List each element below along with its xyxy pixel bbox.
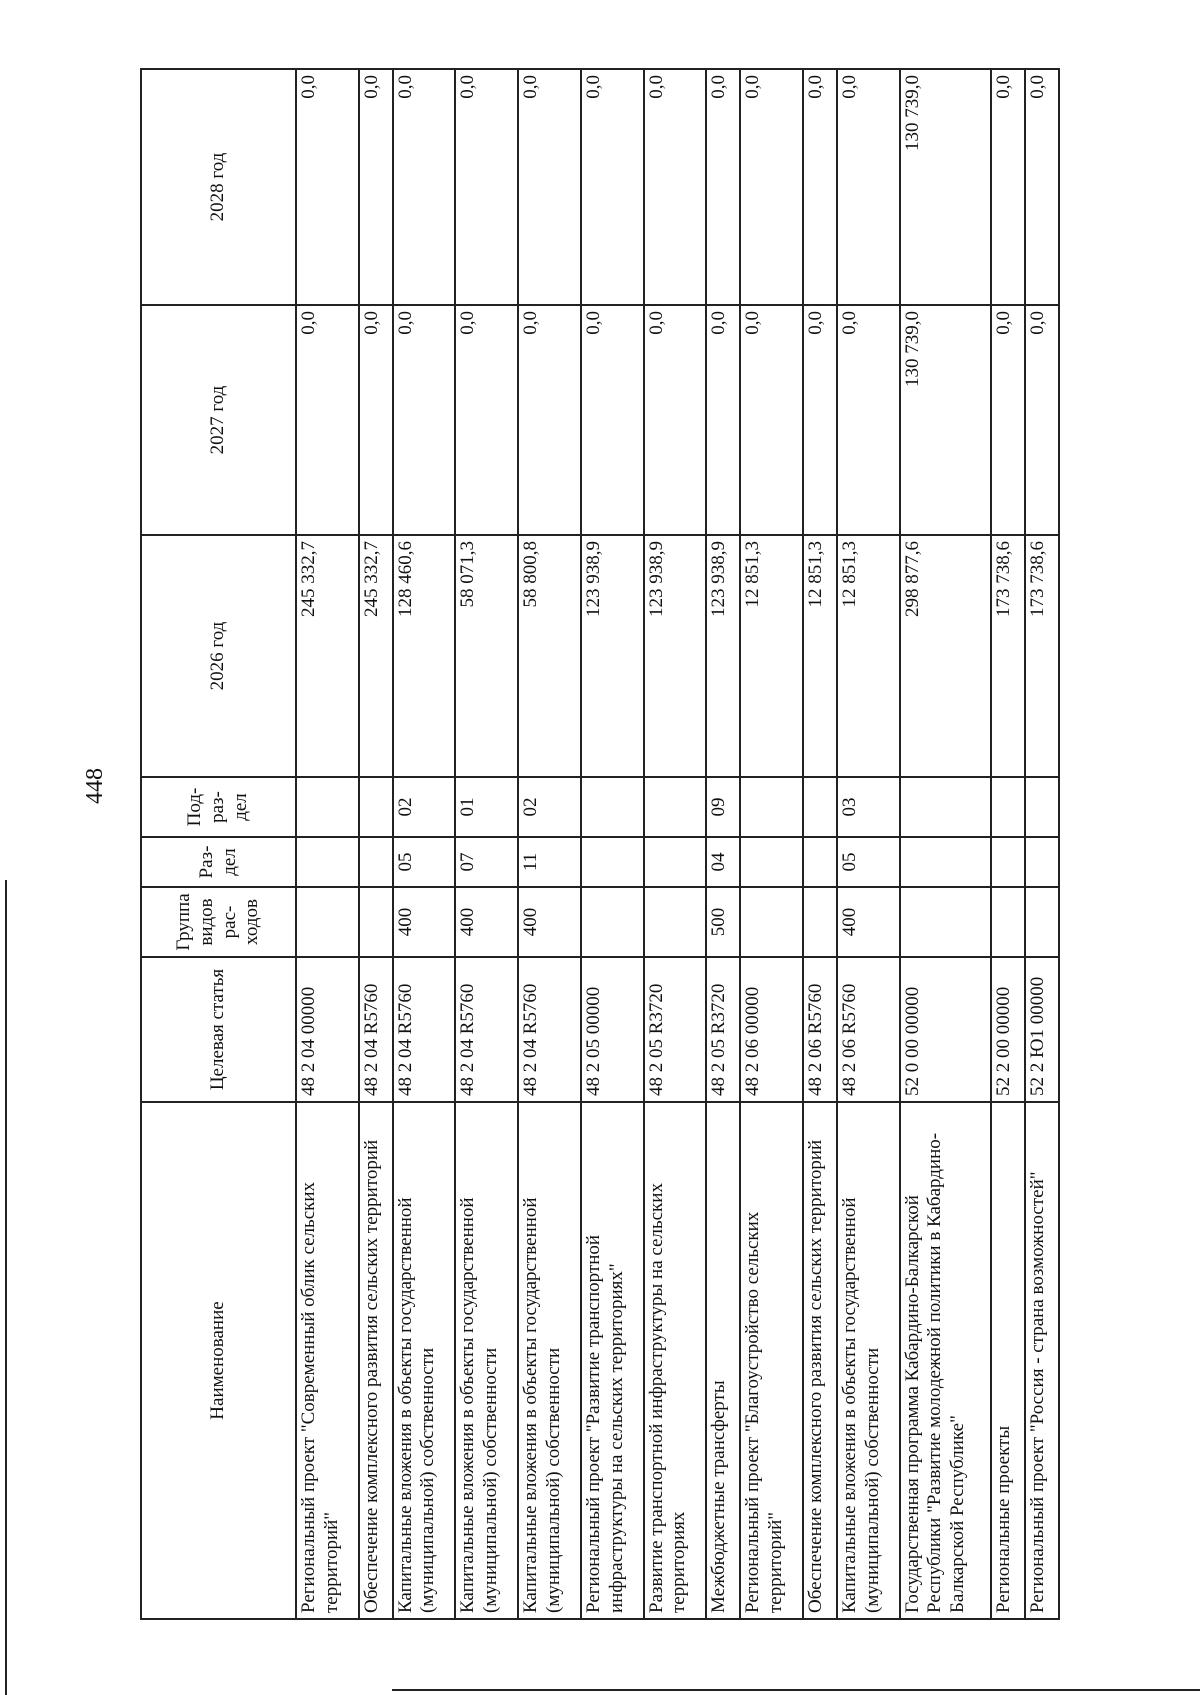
table-row — [1025, 69, 1059, 1619]
cell-2027: 0,0 — [296, 305, 359, 535]
cell-group: 400 — [455, 887, 518, 957]
cell-2026: 128 460,6 — [393, 535, 456, 777]
cell-2028: 0,0 — [359, 69, 393, 305]
cell-group: 400 — [837, 887, 900, 957]
cell-2027: 0,0 — [644, 305, 707, 535]
cell-group: 400 — [393, 887, 456, 957]
cell-section: 05 — [393, 837, 456, 887]
cell-subsection — [296, 777, 359, 837]
cell-2027: 0,0 — [803, 305, 837, 535]
cell-2026: 298 877,6 — [900, 535, 992, 777]
cell-2027: 0,0 — [518, 305, 581, 535]
cell-2028: 0,0 — [837, 69, 900, 305]
cell-2026: 58 800,8 — [518, 535, 581, 777]
cell-target: 52 2 00 00000 — [991, 957, 1025, 1102]
cell-subsection: 02 — [518, 777, 581, 837]
cell-name: Капитальные вложения в объекты государственной (муниципальной) собственности — [837, 1102, 900, 1619]
cell-group — [296, 887, 359, 957]
cell-target: 48 2 06 R5760 — [803, 957, 837, 1102]
cell-subsection: 03 — [837, 777, 900, 837]
cell-2027: 0,0 — [706, 305, 740, 535]
table-row — [991, 69, 1025, 1619]
table-row — [518, 69, 581, 1619]
cell-target: 48 2 05 00000 — [581, 957, 644, 1102]
cell-name: Межбюджетные трансферты — [706, 1102, 740, 1619]
table-row — [455, 69, 518, 1619]
cell-section: 11 — [518, 837, 581, 887]
cell-2028: 0,0 — [455, 69, 518, 305]
table-row — [706, 69, 740, 1619]
cell-2026: 123 938,9 — [644, 535, 707, 777]
header-2026: 2026 год — [141, 535, 296, 777]
cell-2026: 123 938,9 — [706, 535, 740, 777]
budget-table — [140, 68, 1060, 1620]
cell-name: Развитие транспортной инфраструктуры на сельских территориях — [644, 1102, 707, 1619]
table-row — [740, 69, 803, 1619]
cell-2026: 12 851,3 — [803, 535, 837, 777]
cell-2027: 0,0 — [581, 305, 644, 535]
cell-name: Региональный проект "Благоустройство сельских территорий" — [740, 1102, 803, 1619]
table-header-row — [141, 69, 296, 1619]
cell-2028: 0,0 — [581, 69, 644, 305]
cell-subsection: 01 — [455, 777, 518, 837]
cell-2026: 173 738,6 — [991, 535, 1025, 777]
cell-group — [1025, 887, 1059, 957]
cell-group — [644, 887, 707, 957]
scan-bottom-line — [392, 1689, 1200, 1691]
table-row — [393, 69, 456, 1619]
cell-2027: 0,0 — [393, 305, 456, 535]
rotated-table-wrapper — [140, 70, 1060, 1620]
header-group: Группа видов рас-ходов — [141, 887, 296, 957]
cell-subsection — [991, 777, 1025, 837]
cell-subsection — [900, 777, 992, 837]
cell-name: Капитальные вложения в объекты государственной (муниципальной) собственности — [455, 1102, 518, 1619]
cell-2028: 0,0 — [706, 69, 740, 305]
cell-section — [644, 837, 707, 887]
cell-target: 48 2 06 00000 — [740, 957, 803, 1102]
cell-target: 52 0 00 00000 — [900, 957, 992, 1102]
table-row — [644, 69, 707, 1619]
table-row — [581, 69, 644, 1619]
cell-target: 48 2 04 R5760 — [455, 957, 518, 1102]
cell-group: 500 — [706, 887, 740, 957]
cell-2028: 0,0 — [740, 69, 803, 305]
cell-subsection — [581, 777, 644, 837]
header-target: Целевая статья — [141, 957, 296, 1102]
cell-2026: 245 332,7 — [359, 535, 393, 777]
cell-2026: 173 738,6 — [1025, 535, 1059, 777]
cell-2028: 0,0 — [644, 69, 707, 305]
cell-2026: 123 938,9 — [581, 535, 644, 777]
cell-subsection — [359, 777, 393, 837]
cell-2027: 0,0 — [991, 305, 1025, 535]
cell-group — [359, 887, 393, 957]
cell-2027: 0,0 — [740, 305, 803, 535]
cell-2028: 0,0 — [991, 69, 1025, 305]
cell-group: 400 — [518, 887, 581, 957]
cell-section: 04 — [706, 837, 740, 887]
cell-name: Капитальные вложения в объекты государственной (муниципальной) собственности — [393, 1102, 456, 1619]
cell-subsection — [1025, 777, 1059, 837]
cell-section — [991, 837, 1025, 887]
cell-target: 48 2 04 R5760 — [518, 957, 581, 1102]
header-subsection: Под-раз-дел — [141, 777, 296, 837]
cell-section — [803, 837, 837, 887]
cell-target: 48 2 06 R5760 — [837, 957, 900, 1102]
cell-target: 48 2 04 R5760 — [359, 957, 393, 1102]
cell-2026: 58 071,3 — [455, 535, 518, 777]
cell-section — [740, 837, 803, 887]
cell-name: Региональный проект "Россия - страна возможностей" — [1025, 1102, 1059, 1619]
cell-name: Обеспечение комплексного развития сельских территорий — [803, 1102, 837, 1619]
cell-2027: 0,0 — [455, 305, 518, 535]
cell-section: 07 — [455, 837, 518, 887]
cell-2028: 0,0 — [393, 69, 456, 305]
cell-2028: 0,0 — [803, 69, 837, 305]
cell-2028: 130 739,0 — [900, 69, 992, 305]
cell-subsection — [644, 777, 707, 837]
cell-name: Региональный проект "Развитие транспортной инфраструктуры на сельских территориях" — [581, 1102, 644, 1619]
cell-2028: 0,0 — [1025, 69, 1059, 305]
cell-subsection: 02 — [393, 777, 456, 837]
cell-section — [296, 837, 359, 887]
cell-section: 05 — [837, 837, 900, 887]
cell-2027: 0,0 — [837, 305, 900, 535]
cell-target: 52 2 Ю1 00000 — [1025, 957, 1059, 1102]
table-row — [296, 69, 359, 1619]
cell-2026: 12 851,3 — [837, 535, 900, 777]
cell-section — [581, 837, 644, 887]
cell-name: Региональный проект "Современный облик сельских территорий" — [296, 1102, 359, 1619]
cell-name: Капитальные вложения в объекты государственной (муниципальной) собственности — [518, 1102, 581, 1619]
cell-section — [1025, 837, 1059, 887]
cell-2026: 12 851,3 — [740, 535, 803, 777]
scan-margin-line — [5, 880, 7, 1695]
cell-name: Обеспечение комплексного развития сельских территорий — [359, 1102, 393, 1619]
cell-subsection: 09 — [706, 777, 740, 837]
cell-2026: 245 332,7 — [296, 535, 359, 777]
cell-2027: 0,0 — [359, 305, 393, 535]
cell-target: 48 2 04 R5760 — [393, 957, 456, 1102]
cell-group — [740, 887, 803, 957]
cell-group — [803, 887, 837, 957]
cell-subsection — [740, 777, 803, 837]
cell-2027: 0,0 — [1025, 305, 1059, 535]
table-row — [900, 69, 992, 1619]
cell-name: Государственная программа Кабардино-Балкарской Республики "Развитие молодежной политики в Кабардино-Балкарской Республике" — [900, 1102, 992, 1619]
cell-section — [900, 837, 992, 887]
cell-group — [991, 887, 1025, 957]
header-2028: 2028 год — [141, 69, 296, 305]
table-row — [359, 69, 393, 1619]
cell-group — [900, 887, 992, 957]
cell-target: 48 2 05 R3720 — [644, 957, 707, 1102]
cell-target: 48 2 04 00000 — [296, 957, 359, 1102]
cell-subsection — [803, 777, 837, 837]
cell-group — [581, 887, 644, 957]
header-2027: 2027 год — [141, 305, 296, 535]
header-name: Наименование — [141, 1102, 296, 1619]
header-section: Раз-дел — [141, 837, 296, 887]
cell-2028: 0,0 — [518, 69, 581, 305]
cell-2028: 0,0 — [296, 69, 359, 305]
cell-section — [359, 837, 393, 887]
table-row — [803, 69, 837, 1619]
page-number: 448 — [82, 768, 108, 804]
table-row — [837, 69, 900, 1619]
cell-name: Региональные проекты — [991, 1102, 1025, 1619]
cell-2027: 130 739,0 — [900, 305, 992, 535]
cell-target: 48 2 05 R3720 — [706, 957, 740, 1102]
